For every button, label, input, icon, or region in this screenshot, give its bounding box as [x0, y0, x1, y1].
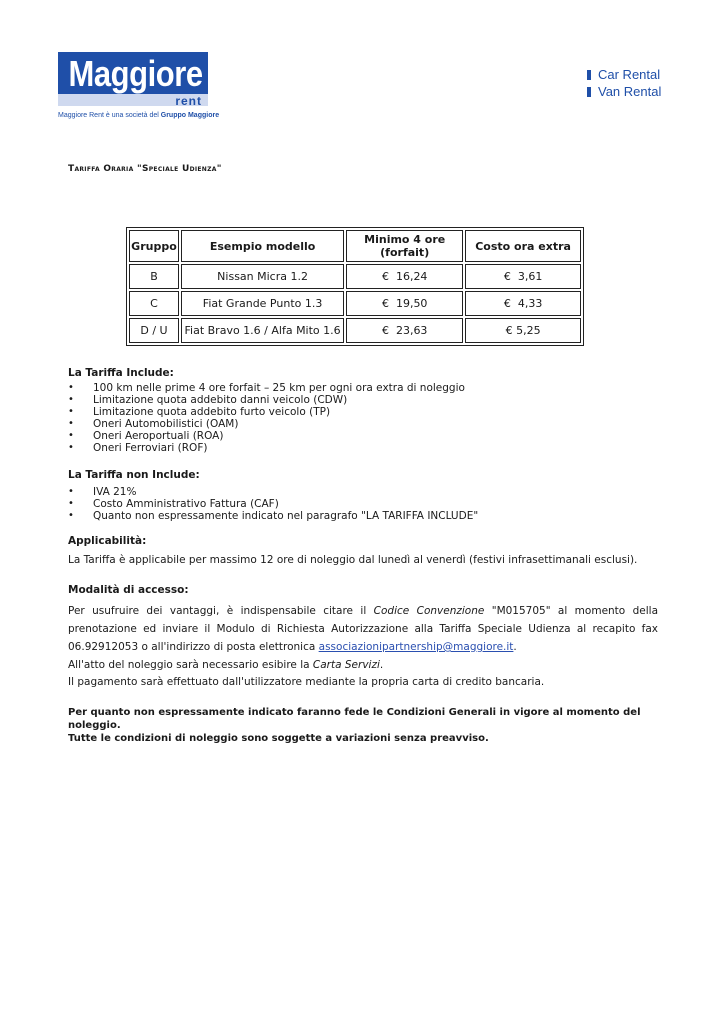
cell-minimo: € 19,50 — [346, 291, 463, 316]
list-item: • Limitazione quota addebito danni veicolo (CDW) — [68, 394, 465, 406]
email-link[interactable]: associazionipartnership@maggiore.it — [318, 641, 514, 653]
cell-extra: € 4,33 — [465, 291, 581, 316]
applicability-text: La Tariffa è applicabile per massimo 12 ore di noleggio dal lunedì al venerdì (festivi infrasettimanali esclusi). — [68, 554, 638, 566]
list-item: • Oneri Aeroportuali (ROA) — [68, 430, 465, 442]
col-header-gruppo: Gruppo — [129, 230, 179, 262]
service-label: Van Rental — [598, 84, 662, 99]
bullet-square-icon — [587, 70, 591, 80]
cell-modello: Fiat Bravo 1.6 / Alfa Mito 1.6 — [181, 318, 344, 343]
minimo-header-text: Minimo 4 ore (forfait) — [364, 233, 446, 259]
logo-rent: rent — [175, 94, 202, 108]
cell-gruppo: B — [129, 264, 179, 289]
codice-convenzione-label: Codice Convenzione — [373, 605, 485, 617]
cell-modello: Nissan Micra 1.2 — [181, 264, 344, 289]
service-label: Car Rental — [598, 67, 661, 82]
access-title: Modalità di accesso: — [68, 584, 189, 596]
includes-title: La Tariffa Include: — [68, 367, 174, 379]
card-paragraph — [68, 656, 658, 674]
final-note-line: Tutte le condizioni di noleggio sono soggette a variazioni senza preavviso. — [68, 733, 489, 744]
final-note-line: Per quanto non espressamente indicato faranno fede le Condizioni Generali in vigore al momento del noleggio. — [68, 707, 641, 731]
access-text: Per usufruire dei vantaggi, è indispensabile citare il — [68, 605, 374, 617]
excludes-list — [68, 486, 478, 522]
rates-table — [126, 227, 584, 346]
list-item: • Oneri Ferroviari (ROF) — [68, 442, 465, 454]
list-item: • Quanto non espressamente indicato nel paragrafo "LA TARIFFA INCLUDE" — [68, 510, 478, 522]
punctuation: . — [513, 641, 517, 653]
cell-modello: Fiat Grande Punto 1.3 — [181, 291, 344, 316]
cell-minimo: € 16,24 — [346, 264, 463, 289]
access-text: "M015705" al momento della prenotazione ed inviare il Modulo di Richiesta Autorizzazione alla Tariffa Speciale Udienza al recapito fax 06.92912053 o all'indirizzo di posta elettronica — [68, 605, 659, 653]
list-item: • Limitazione quota addebito furto veicolo (TP) — [68, 406, 465, 418]
cell-gruppo: D / U — [129, 318, 179, 343]
col-header-modello: Esempio modello — [181, 230, 344, 262]
payment-paragraph: Il pagamento sarà effettuato dall'utilizzatore mediante la propria carta di credito bancaria. — [68, 676, 545, 688]
table-row — [129, 291, 581, 316]
list-item: • Costo Amministrativo Fattura (CAF) — [68, 498, 478, 510]
final-note — [68, 706, 668, 745]
logo-wordmark: Maggiore — [68, 53, 203, 94]
card-text: All'atto del noleggio sarà necessario esibire la — [68, 659, 313, 671]
cell-gruppo: C — [129, 291, 179, 316]
carta-servizi-label: Carta Servizi — [312, 659, 380, 671]
service-car-rental — [587, 67, 660, 82]
includes-list — [68, 382, 465, 454]
cell-extra: € 5,25 — [465, 318, 581, 343]
table-row — [129, 264, 581, 289]
list-item: • 100 km nelle prime 4 ore forfait – 25 km per ogni ora extra di noleggio — [68, 382, 465, 394]
access-paragraph — [68, 602, 658, 656]
punctuation: . — [379, 659, 384, 671]
maggiore-logo — [58, 52, 208, 106]
cell-minimo: € 23,63 — [346, 318, 463, 343]
col-header-extra: Costo ora extra — [465, 230, 581, 262]
document-title: Tariffa Oraria "Speciale Udienza" — [68, 164, 222, 174]
tagline-group: Gruppo Maggiore — [160, 112, 220, 119]
logo-strip — [58, 94, 208, 106]
service-van-rental — [587, 84, 661, 99]
col-header-minimo — [346, 230, 463, 262]
tagline-prefix: Maggiore Rent è una società del — [58, 112, 159, 119]
excludes-title: La Tariffa non Include: — [68, 469, 200, 481]
table-header-row — [129, 230, 581, 262]
bullet-square-icon — [587, 87, 591, 97]
cell-extra: € 3,61 — [465, 264, 581, 289]
table-row — [129, 318, 581, 343]
applicability-title: Applicabilità: — [68, 535, 147, 547]
list-item: • Oneri Automobilistici (OAM) — [68, 418, 465, 430]
logo-tagline — [58, 112, 219, 119]
list-item: • IVA 21% — [68, 486, 478, 498]
